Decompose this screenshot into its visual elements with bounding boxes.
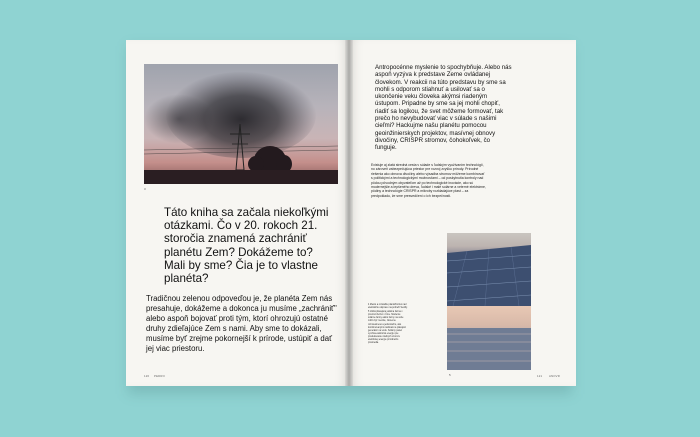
caption-5 xyxy=(368,311,408,345)
book-gutter xyxy=(345,40,353,386)
pull-quote-text: Existuje aj zlatá stredná cesta v súlade s ľudským využívaním technológií, no zároveň zabezpečujúca priestor pre rozvoj zvyšku prírody. Prírodné riešenia ako obnova divočiny alebo výsadba stromov môžeme kombinovať s politickými a technologickými možnosťami – od poskytnutia kontroly nad pôdou pôvodným obyvateľom až po technologické inovácie, ako sú modernejšie a lepšeného dreva, ľudské i malé solárne a veterné elektrárne, pôdiny a technológie CRISPR a mikroby rozkladajúce plast – za predpokladu, že sme presvedčení o ich bezpečnosti. xyxy=(371,163,486,198)
pylon-and-trees xyxy=(144,64,338,184)
right-folio-label: ANOVR xyxy=(549,374,560,378)
solar-panels-photo-1 xyxy=(447,233,531,306)
ground-silhouette xyxy=(144,170,338,184)
right-page xyxy=(349,40,576,386)
caption-5-text: Veľká plávajúca solárna farma v provincii Anhui v Číne. Moderné solárne farmy alebo farmy na vode môžu byť menšie, zámerne rozmiestnené a jednoduché, ako kombinovanými rastlinami a plávajúci generátor na vodu. Solárny panel využíva elektrickú energiu pre produkovanie všetkých vzorcov elektrickej energie prírodného prostredia. xyxy=(368,311,406,345)
left-folio-number: 120 xyxy=(144,374,150,378)
floating-solar-farm-photo xyxy=(447,306,531,370)
floating-solar-rows xyxy=(447,306,531,370)
caption-4-number: 4 xyxy=(368,304,370,306)
caption-5-number: 5 xyxy=(368,311,370,314)
right-body-text: Antropocénne myslenie to spochybňuje. Alebo nás aspoň vyzýva k predstave Zeme ovládanej človekom. V reakcii na túto predstavu by sme sa mohli s odporom stiahnuť a usilovať sa o ukončenie veku človeka akýmsi riadeným ústupom. Pripadne by sme sa jej mohli chopiť, riadiť sa logikou, že svet môžeme formovať, tak prečo ho nevybudovať viac v súlade s našimi cieľmi? Hackujme našu planétu pomocou geoinžinierskych projektov, masívnej obnovy divočiny, CRISPR stromov, čohokoľvek, čo funguje. xyxy=(375,64,512,152)
caption-4-text: Mesto a rozsiahle plantážnictvo nad elektrárňou dopravu na pobreží Sevilly. xyxy=(368,304,408,310)
starling-murmuration-photo xyxy=(144,64,338,184)
right-folio-number: 121 xyxy=(537,374,543,378)
left-folio-label: PEDRO xyxy=(154,374,165,378)
photo-number-5: 5 xyxy=(449,373,451,377)
left-page xyxy=(126,40,349,386)
caption-4 xyxy=(368,304,408,310)
photo-number: 3 xyxy=(144,187,146,191)
lead-question-text: Táto kniha sa začala niekoľkými otázkami. Čo v 20. rokoch 21. storočia znamená zachrániť planétu Zem? Dokážeme to? Mali by sme? Čia je to vlastne planéta? xyxy=(164,206,329,286)
photo-captions xyxy=(368,304,408,346)
solar-panel-rows xyxy=(447,233,531,306)
left-body-text: Tradičnou zelenou odpoveďou je, že planéta Zem nás presahuje, dokážeme a dokonca ju musíme „zachrániť" alebo aspoň bojovať proti tým, ktorí ohrozujú ostatné druhy zdieľajúce Zem s nami. Aby sme to dokázali, musíme byť zrejme pokornejší k prírode, ustúpiť a dať jej viac priestoru. xyxy=(146,294,337,354)
